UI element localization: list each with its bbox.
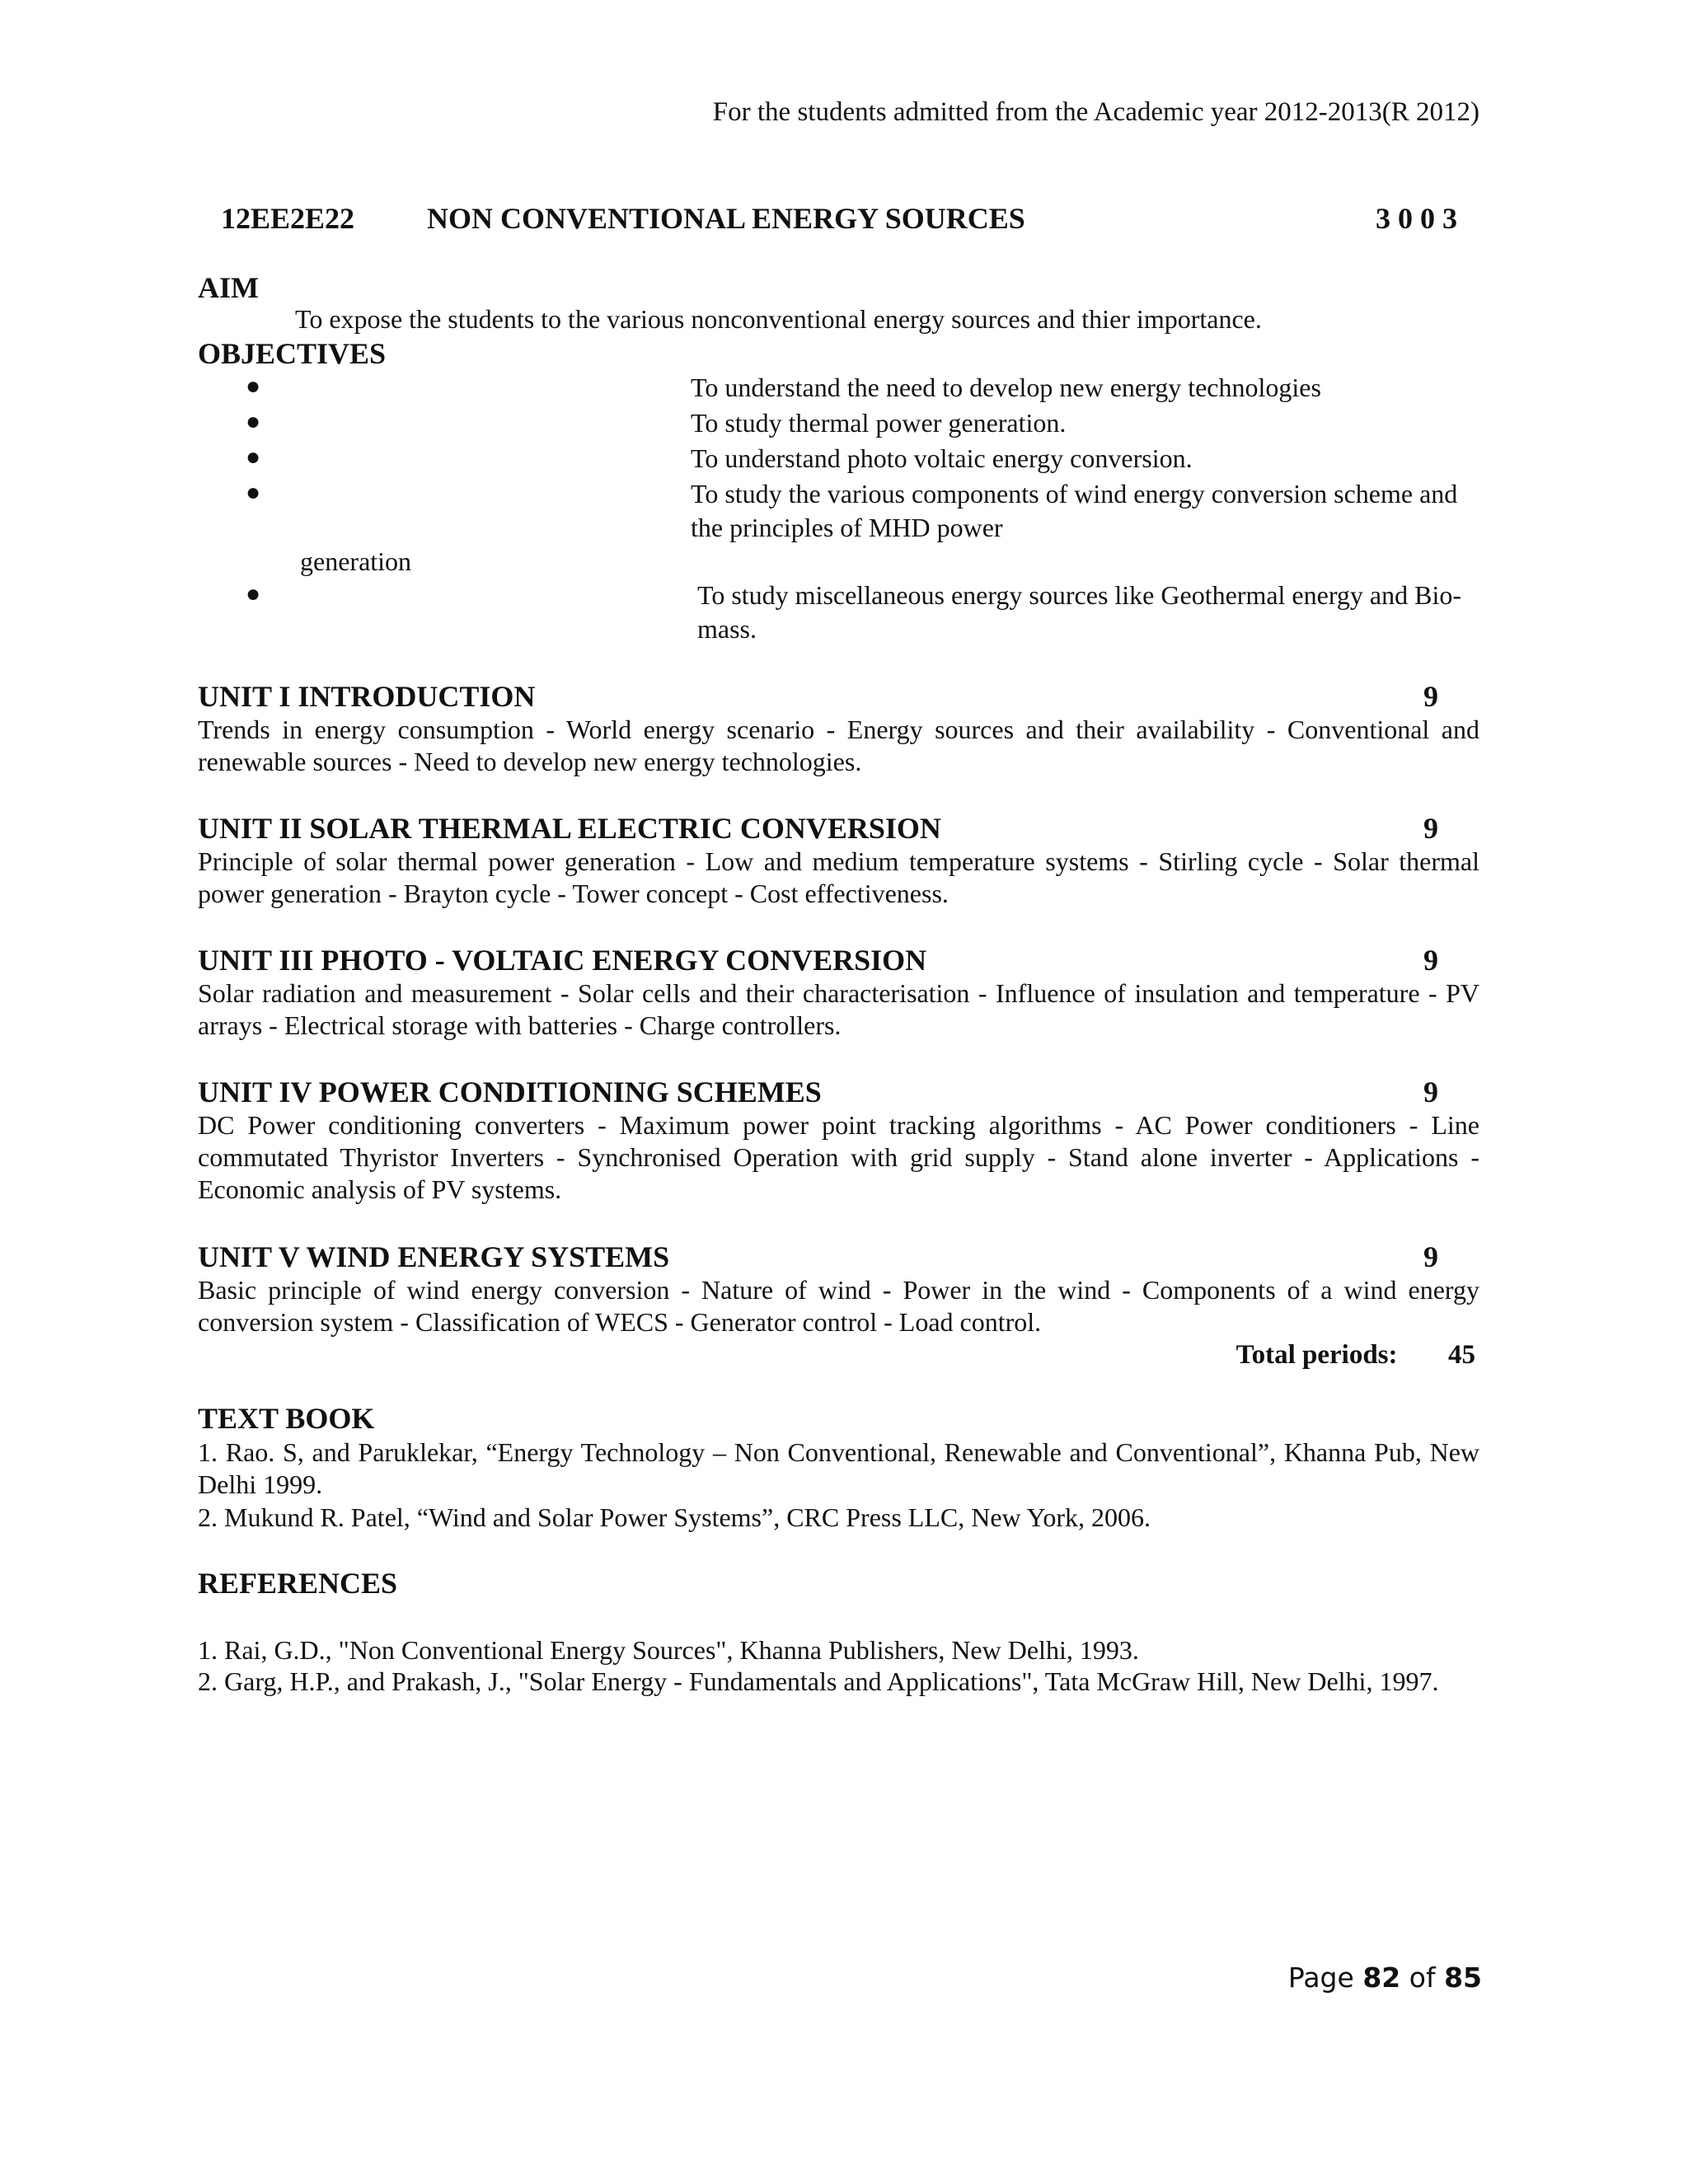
unit-5-content: Basic principle of wind energy conversion - Nature of wind - Power in the wind - Components of a wind energy conversion system - Classification of WECS - Generator control - Load control.	[198, 1275, 1479, 1337]
total-periods-label: Total periods:	[1236, 1340, 1398, 1370]
admission-note: For the students admitted from the Academic year 2012-2013(R 2012)	[712, 97, 1479, 127]
reference-item: 1. Rai, G.D., "Non Conventional Energy Sources", Khanna Publishers, New Delhi, 1993.	[198, 1635, 1139, 1665]
unit-3-header	[198, 943, 1438, 977]
objective-item: To study the various components of wind energy conversion scheme and the principles of MHD power	[691, 479, 1458, 542]
unit-hours: 9	[1423, 1240, 1438, 1273]
unit-1-header	[198, 679, 1438, 714]
unit-title: UNIT I INTRODUCTION	[198, 680, 536, 713]
unit-4-header	[198, 1075, 1438, 1109]
unit-2-header	[198, 811, 1438, 846]
text-book-heading: TEXT BOOK	[198, 1402, 375, 1435]
objective-item: To study miscellaneous energy sources like Geothermal energy and Bio-mass.	[697, 580, 1461, 644]
unit-hours: 9	[1423, 944, 1438, 977]
text-book-item: 1. Rao. S, and Paruklekar, “Energy Technology – Non Conventional, Renewable and Conventional”, Khanna Pub, New Delhi 1999.	[198, 1437, 1479, 1499]
aim-heading: AIM	[198, 271, 259, 304]
bullet-icon: ●	[246, 479, 261, 506]
bullet-icon: ●	[246, 373, 261, 400]
objective-item: To study thermal power generation.	[691, 408, 1067, 438]
bullet-icon: ●	[246, 408, 261, 435]
text-book-item: 2. Mukund R. Patel, “Wind and Solar Power Systems”, CRC Press LLC, New York, 2006.	[198, 1502, 1151, 1532]
unit-4-content: DC Power conditioning converters - Maximum power point tracking algorithms - AC Power conditioners - Line commutated Thyristor Inverters - Synchronised Operation with grid supply - Stand alone inverter - Applications - Economic analysis of PV systems.	[198, 1110, 1479, 1204]
objectives-heading: OBJECTIVES	[198, 337, 387, 370]
unit-title: UNIT III PHOTO - VOLTAIC ENERGY CONVERSION	[198, 944, 927, 977]
unit-hours: 9	[1423, 1076, 1438, 1108]
unit-hours: 9	[1423, 680, 1438, 713]
page-word: Page	[1287, 1961, 1354, 1994]
objective-item: To understand the need to develop new energy technologies	[691, 373, 1321, 402]
total-pages: 85	[1444, 1961, 1482, 1994]
objective-item: To understand photo voltaic energy conversion.	[691, 443, 1193, 473]
aim-text: To expose the students to the various nonconventional energy sources and thier importance.	[295, 304, 1262, 334]
objective-wrap-fragment: generation	[300, 546, 412, 576]
current-page: 82	[1362, 1961, 1401, 1994]
unit-2-content: Principle of solar thermal power generation - Low and medium temperature systems - Stirling cycle - Solar thermal power generation - Brayton cycle - Tower concept - Cost effectiveness.	[198, 846, 1479, 908]
course-title: NON CONVENTIONAL ENERGY SOURCES	[427, 202, 1025, 235]
references-heading: REFERENCES	[198, 1567, 398, 1600]
bullet-icon: ●	[246, 443, 261, 471]
course-code: 12EE2E22	[221, 202, 355, 235]
of-word: of	[1409, 1961, 1436, 1994]
course-credits: 3 0 0 3	[1376, 202, 1457, 235]
unit-5-header	[198, 1240, 1438, 1274]
unit-3-content: Solar radiation and measurement - Solar cells and their characterisation - Influence of insulation and temperature - PV arrays - Electrical storage with batteries - Charge controllers.	[198, 978, 1479, 1040]
unit-title: UNIT IV POWER CONDITIONING SCHEMES	[198, 1076, 822, 1108]
unit-title: UNIT II SOLAR THERMAL ELECTRIC CONVERSION	[198, 812, 941, 845]
unit-1-content: Trends in energy consumption - World energy scenario - Energy sources and their availability - Conventional and renewable sources - Need to develop new energy technologies.	[198, 715, 1479, 776]
total-periods	[1236, 1340, 1475, 1371]
unit-title: UNIT V WIND ENERGY SYSTEMS	[198, 1240, 670, 1273]
total-periods-value: 45	[1448, 1340, 1475, 1370]
unit-hours: 9	[1423, 812, 1438, 845]
page-number	[1288, 1961, 1482, 1994]
reference-item: 2. Garg, H.P., and Prakash, J., "Solar Energy - Fundamentals and Applications", Tata McGraw Hill, New Delhi, 1997.	[198, 1666, 1439, 1696]
bullet-icon: ●	[246, 580, 261, 607]
